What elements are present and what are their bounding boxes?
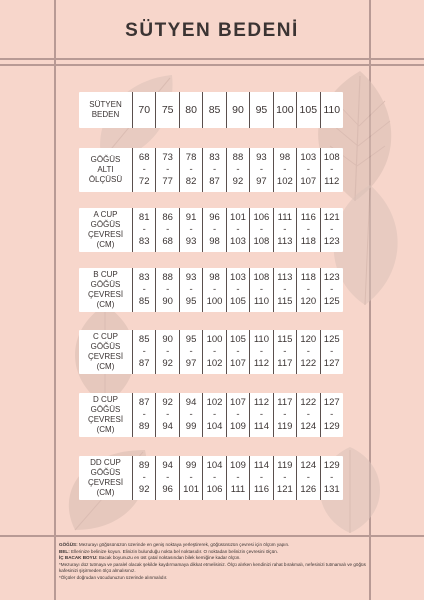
range-max: 121	[276, 484, 293, 495]
range-max: 107	[300, 176, 317, 187]
range-min: 95	[185, 334, 197, 345]
header-size: 100	[274, 92, 297, 128]
range-max: 85	[138, 296, 150, 307]
note-line	[59, 562, 369, 575]
range-cell	[227, 268, 250, 312]
range-max: 117	[277, 358, 293, 369]
range-dash: -	[259, 164, 263, 175]
range-min: 98	[209, 272, 220, 283]
range-max: 83	[138, 236, 150, 247]
range-cell	[321, 456, 343, 500]
range-dash: -	[283, 409, 287, 420]
range-max: 110	[253, 296, 269, 307]
range-max: 125	[323, 296, 340, 307]
range-dash: -	[236, 346, 240, 357]
range-cell	[250, 208, 273, 252]
range-dash: -	[212, 164, 217, 175]
range-dash: -	[306, 164, 310, 175]
range-cell	[250, 148, 273, 192]
header-size: 75	[156, 92, 179, 128]
row-label: C CUP GÖĞÜS ÇEVRESİ (CM)	[79, 330, 133, 374]
range-min: 94	[162, 460, 173, 471]
range-max: 120	[300, 296, 317, 307]
row-label: GÖĞÜS ALTI ÖLÇÜSÜ	[79, 148, 133, 192]
range-dash: -	[142, 224, 146, 235]
range-min: 101	[230, 212, 246, 223]
range-min: 122	[300, 397, 317, 408]
range-min: 102	[206, 397, 223, 408]
range-max: 96	[162, 484, 173, 495]
range-cell	[250, 330, 273, 374]
range-max: 122	[300, 358, 317, 369]
range-dash: -	[236, 164, 240, 175]
range-min: 116	[300, 212, 316, 223]
size-table-row	[79, 330, 343, 374]
range-min: 106	[253, 212, 270, 223]
range-max: 99	[185, 421, 197, 432]
range-dash: -	[212, 409, 217, 420]
range-max: 92	[162, 358, 173, 369]
range-max: 102	[276, 176, 293, 187]
size-table-header	[79, 92, 343, 128]
range-dash: -	[212, 224, 217, 235]
note-text: Mezurayı göğüsünüzün üzerinde en geniş noktaya yerleştirerek, göğüsünüzün çevresi için ölçüm yapın.	[77, 542, 290, 547]
range-max: 92	[232, 176, 244, 187]
range-min: 93	[185, 272, 197, 283]
range-min: 105	[230, 334, 246, 345]
size-table-row	[79, 393, 343, 437]
range-dash: -	[166, 409, 170, 420]
range-cell	[203, 393, 226, 437]
range-max: 90	[162, 296, 173, 307]
range-dash: -	[166, 472, 170, 483]
range-dash: -	[166, 224, 170, 235]
range-min: 98	[279, 152, 291, 163]
range-max: 114	[253, 421, 269, 432]
range-min: 96	[209, 212, 220, 223]
range-min: 119	[277, 460, 293, 471]
range-dash: -	[142, 409, 146, 420]
range-dash: -	[189, 409, 193, 420]
range-dash: -	[166, 346, 170, 357]
range-cell	[250, 393, 273, 437]
range-max: 98	[209, 236, 220, 247]
range-max: 72	[138, 176, 150, 187]
size-table-row	[79, 208, 343, 252]
range-max: 103	[230, 236, 246, 247]
range-dash: -	[283, 284, 287, 295]
range-dash: -	[330, 224, 334, 235]
range-min: 129	[323, 460, 340, 471]
range-max: 93	[185, 236, 197, 247]
range-cell	[180, 456, 203, 500]
size-table-row	[79, 148, 343, 192]
range-dash: -	[259, 472, 263, 483]
range-cell	[297, 393, 320, 437]
range-dash: -	[166, 164, 170, 175]
range-cell	[180, 148, 203, 192]
range-dash: -	[142, 284, 146, 295]
range-max: 123	[323, 236, 340, 247]
range-dash: -	[189, 472, 193, 483]
range-max: 97	[185, 358, 197, 369]
range-dash: -	[142, 472, 146, 483]
range-min: 118	[300, 272, 316, 283]
range-dash: -	[306, 472, 310, 483]
range-min: 108	[323, 152, 340, 163]
range-min: 124	[300, 460, 317, 471]
range-cell	[297, 330, 320, 374]
range-dash: -	[330, 346, 334, 357]
range-dash: -	[236, 409, 240, 420]
range-max: 89	[138, 421, 150, 432]
range-cell	[133, 330, 156, 374]
range-cell	[227, 148, 250, 192]
note-text: *Mezurayı düz tutmaya ve paralel olacak şekilde kaydırmamaya dikkat etmelisiniz. Ölçü alırken kendinizi rahat bırakmalı, nefesinizi tutmamalı ve göğüs kafesinizi şişirmeden ölçü almalısınız.	[59, 561, 366, 574]
range-cell	[180, 268, 203, 312]
measurement-notes	[59, 542, 369, 582]
range-cell	[203, 456, 226, 500]
range-min: 88	[162, 272, 173, 283]
range-min: 107	[230, 397, 246, 408]
range-cell	[203, 268, 226, 312]
range-dash: -	[283, 346, 287, 357]
range-min: 127	[323, 397, 340, 408]
range-max: 94	[162, 421, 173, 432]
range-cell	[274, 208, 297, 252]
range-cell	[321, 330, 343, 374]
range-min: 111	[277, 212, 293, 223]
range-cell	[297, 208, 320, 252]
range-min: 83	[209, 152, 220, 163]
range-cell	[203, 330, 226, 374]
size-table-row	[79, 456, 343, 500]
header-size: 105	[297, 92, 320, 128]
range-dash: -	[142, 346, 146, 357]
range-dash: -	[306, 284, 310, 295]
range-cell	[156, 456, 179, 500]
range-min: 81	[138, 212, 150, 223]
header-size: 80	[180, 92, 203, 128]
range-min: 90	[162, 334, 173, 345]
range-dash: -	[212, 284, 217, 295]
range-max: 131	[323, 484, 340, 495]
range-dash: -	[189, 224, 193, 235]
range-cell	[250, 456, 273, 500]
range-cell	[227, 456, 250, 500]
range-cell	[227, 330, 250, 374]
range-cell	[133, 148, 156, 192]
range-cell	[321, 393, 343, 437]
range-min: 114	[253, 460, 269, 471]
range-min: 121	[323, 212, 340, 223]
range-min: 104	[206, 460, 223, 471]
note-heading: İÇ BACAK BOYU:	[59, 555, 98, 561]
range-dash: -	[212, 346, 217, 357]
page-title-box	[55, 4, 369, 58]
range-dash: -	[142, 164, 146, 175]
range-min: 85	[138, 334, 150, 345]
range-dash: -	[283, 472, 287, 483]
range-dash: -	[189, 346, 193, 357]
range-min: 108	[253, 272, 270, 283]
range-max: 126	[300, 484, 317, 495]
range-min: 103	[230, 272, 246, 283]
range-min: 110	[253, 334, 269, 345]
header-label: SÜTYEN BEDEN	[79, 92, 133, 128]
range-max: 105	[230, 296, 246, 307]
range-cell	[227, 208, 250, 252]
range-min: 123	[323, 272, 340, 283]
range-cell	[156, 268, 179, 312]
header-size: 85	[203, 92, 226, 128]
range-max: 129	[323, 421, 340, 432]
frame-line-bottom	[0, 535, 424, 537]
range-max: 97	[256, 176, 267, 187]
range-min: 73	[162, 152, 173, 163]
range-cell	[180, 208, 203, 252]
range-max: 95	[185, 296, 197, 307]
note-line	[59, 575, 369, 582]
note-heading: GÖĞÜS:	[59, 542, 78, 547]
row-label: A CUP GÖĞÜS ÇEVRESİ (CM)	[79, 208, 133, 252]
range-dash: -	[259, 224, 263, 235]
note-text: Bacak boyunuzu en üst çatal noktasından bilek kemiğine kadar ölçün.	[97, 555, 241, 561]
range-min: 113	[277, 272, 293, 283]
row-label: B CUP GÖĞÜS ÇEVRESİ (CM)	[79, 268, 133, 312]
header-size: 70	[133, 92, 156, 128]
range-cell	[250, 268, 273, 312]
range-dash: -	[306, 409, 310, 420]
range-max: 109	[230, 421, 246, 432]
range-min: 112	[253, 397, 269, 408]
range-cell	[274, 148, 297, 192]
range-cell	[297, 456, 320, 500]
range-max: 101	[183, 484, 200, 495]
range-cell	[203, 208, 226, 252]
range-cell	[156, 208, 179, 252]
range-cell	[321, 148, 343, 192]
range-min: 78	[185, 152, 197, 163]
range-dash: -	[283, 164, 287, 175]
range-dash: -	[236, 284, 240, 295]
range-max: 87	[209, 176, 220, 187]
range-max: 118	[300, 236, 316, 247]
range-max: 106	[206, 484, 223, 495]
range-max: 77	[162, 176, 173, 187]
note-line	[59, 542, 369, 549]
range-min: 83	[138, 272, 150, 283]
range-min: 94	[185, 397, 197, 408]
range-min: 125	[323, 334, 340, 345]
range-max: 115	[277, 296, 293, 307]
range-cell	[156, 393, 179, 437]
range-max: 124	[300, 421, 317, 432]
range-dash: -	[212, 472, 217, 483]
range-max: 116	[253, 484, 269, 495]
row-label: D CUP GÖĞÜS ÇEVRESİ (CM)	[79, 393, 133, 437]
range-max: 87	[138, 358, 150, 369]
range-max: 108	[253, 236, 270, 247]
range-cell	[156, 330, 179, 374]
range-max: 111	[230, 484, 246, 495]
range-max: 82	[185, 176, 197, 187]
range-dash: -	[236, 472, 240, 483]
range-max: 102	[206, 358, 223, 369]
range-min: 103	[300, 152, 317, 163]
range-cell	[274, 456, 297, 500]
range-dash: -	[189, 164, 193, 175]
range-dash: -	[330, 472, 334, 483]
note-text: *Ölçüler doğrudan vücudunuzun üzerinde alınmalıdır.	[59, 574, 168, 580]
range-min: 117	[277, 397, 293, 408]
note-heading: BEL:	[59, 548, 70, 554]
range-cell	[321, 268, 343, 312]
range-min: 91	[185, 212, 197, 223]
range-min: 86	[162, 212, 173, 223]
range-max: 107	[230, 358, 246, 369]
range-cell	[180, 393, 203, 437]
range-max: 104	[206, 421, 223, 432]
range-cell	[321, 208, 343, 252]
range-min: 120	[300, 334, 317, 345]
range-min: 68	[138, 152, 150, 163]
range-min: 99	[185, 460, 197, 471]
range-min: 115	[277, 334, 293, 345]
range-dash: -	[189, 284, 193, 295]
range-cell	[133, 208, 156, 252]
range-dash: -	[259, 409, 263, 420]
range-cell	[133, 456, 156, 500]
header-size: 95	[250, 92, 273, 128]
range-dash: -	[330, 409, 334, 420]
range-dash: -	[330, 284, 334, 295]
range-max: 100	[206, 296, 223, 307]
range-min: 93	[256, 152, 267, 163]
page-title: SÜTYEN BEDENİ	[125, 20, 299, 41]
range-dash: -	[259, 346, 263, 357]
header-size: 90	[227, 92, 250, 128]
range-min: 109	[230, 460, 246, 471]
range-min: 92	[162, 397, 173, 408]
range-min: 87	[138, 397, 150, 408]
range-cell	[274, 330, 297, 374]
range-cell	[133, 393, 156, 437]
range-max: 113	[277, 236, 293, 247]
range-cell	[297, 268, 320, 312]
range-dash: -	[166, 284, 170, 295]
range-dash: -	[259, 284, 263, 295]
header-size: 110	[323, 104, 341, 116]
size-table-row	[79, 268, 343, 312]
range-cell	[203, 148, 226, 192]
frame-line-top	[0, 58, 424, 60]
range-max: 127	[323, 358, 340, 369]
range-max: 92	[138, 484, 150, 495]
range-cell	[227, 393, 250, 437]
range-dash: -	[330, 164, 334, 175]
range-dash: -	[306, 346, 310, 357]
range-max: 68	[162, 236, 173, 247]
range-cell	[297, 148, 320, 192]
range-cell	[274, 268, 297, 312]
note-text: Ellerinize belinize koyun. Elinizin bulunduğu nokta bel noktasıdır. O noktadan belinizin çevresini ölçün.	[69, 548, 279, 554]
row-label: DD CUP GÖĞÜS ÇEVRESİ (CM)	[79, 456, 133, 500]
note-line	[59, 555, 369, 562]
range-cell	[156, 148, 179, 192]
range-cell	[133, 268, 156, 312]
range-max: 112	[253, 358, 269, 369]
range-cell	[274, 393, 297, 437]
range-max: 112	[324, 176, 340, 187]
range-dash: -	[236, 224, 240, 235]
range-cell	[180, 330, 203, 374]
range-dash: -	[306, 224, 310, 235]
range-dash: -	[283, 224, 287, 235]
range-min: 88	[232, 152, 244, 163]
range-min: 89	[138, 460, 150, 471]
range-max: 119	[277, 421, 293, 432]
range-min: 100	[206, 334, 223, 345]
